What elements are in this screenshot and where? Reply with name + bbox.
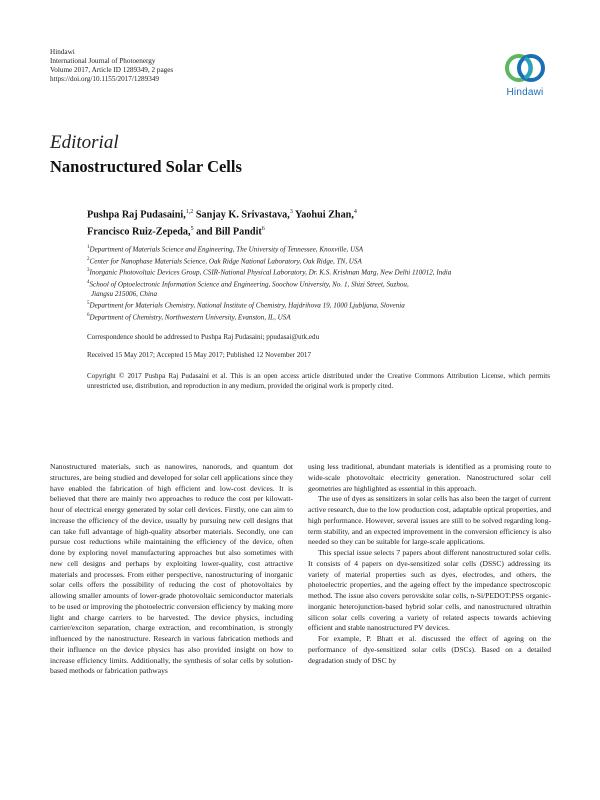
author-list — [87, 205, 557, 240]
doi-link[interactable]: https://doi.org/10.1155/2017/1289349 — [50, 75, 160, 83]
author-name: Francisco Ruiz-Zepeda, — [87, 226, 191, 238]
body-paragraph: The use of dyes as sensitizers in solar cells has also been the target of current active research, due to the low production cost, adaptable optical properties, and high performance. However, several issues are still to be solved regarding long-term stability, and an expected improvement in the conversion efficiency is also needed so they can be suitable for large-scale applications. — [308, 494, 551, 547]
affiliation-list — [87, 243, 557, 323]
section-label: Editorial — [50, 132, 119, 153]
correspondence-note: Correspondence should be addressed to Pushpa Raj Pudasaini; ppudasai@utk.edu — [87, 333, 320, 341]
logo-wordmark: Hindawi — [506, 87, 544, 98]
body-paragraph: For example, P. Bhatt et al. discussed the effect of ageing on the performance of dye-sensitized solar cells (DSCs). Based on a detailed degradation study of DSC by — [308, 634, 551, 665]
affiliation: $^3$Inorganic Photovoltaic Devices Group, CSIR-National Physical Laboratory, Dr. K.S. Krishnan Marg, New Delhi 110012, India — [87, 268, 452, 277]
affiliation: $^5$Department for Materials Chemistry, National Institute of Chemistry, Hajdrihova 19, 1000 Ljubljana, Slovenia — [87, 301, 405, 310]
affiliation: $^6$Department of Chemistry, Northwestern University, Evanston, IL, USA — [87, 313, 291, 322]
publisher-name: Hindawi — [50, 48, 75, 56]
author-affil-sup: 4 — [353, 209, 357, 215]
author-name: Sanjay K. Srivastava, — [195, 209, 290, 221]
body-paragraph: This special issue selects 7 papers about different nanostructured solar cells. It consists of 4 papers on dye-sensitized solar cells (DSSC) addressing its variety of material properties such as dyes, electrodes, and others, the photoelectric properties, and the ageing effect by the impedance spectroscopic method. The issue also covers perovskite solar cells, n-Si/PEDOT:PSS organic-inorganic heterojunction-based hybrid solar cells, and nanostructured ultrathin silicon solar cells covering a variety of related aspects towards achieving efficient and stable nanostructured PV devices. — [308, 548, 551, 633]
author-name: and Bill Pandit — [196, 226, 262, 238]
affiliation: $^1$Department of Materials Science and Engineering, The University of Tennessee, Knoxville, USA — [87, 245, 364, 254]
author-name: Pushpa Raj Pudasaini, — [87, 209, 186, 221]
body-paragraph: Nanostructured materials, such as nanowires, nanorods, and quantum dot structures, are being studied and developed for solar cell applications since they have enabled the fabrication of high efficient and low-cost devices. It is believed that there are mainly two approaches to reduce the cost per kilowatt-hour of electrical energy generated by solar cell devices. Firstly, one can aim to increase the efficiency of the device, usually by pursuing new cell designs that can take full advantage of high-quality absorber materials. Secondly, one can pursue cost reductions while maintaining the efficiency of the device, often done by exploring novel manufacturing approaches but also sometimes with new cell designs and perhaps by exploiting lower-quality, cost attractive materials and processes. From either perspective, nanostructuring of inorganic solar cells offers the possibility of reducing the cost of photovoltaics by allowing smaller amounts of lower-grade photovoltaic semiconductor materials to be used or improving the photoelectric conversion efficiency by making more light and charge carriers to be harvested. The device physics, including carrier/exciton separation, charge extraction, and recombination, is strongly influenced by the nanostructure. Research in various fabrication methods and their influence on the device physics has also provided insight on how to increase efficiency limits. Additionally, the synthesis of solar cells by solution-based methods or fabrication pathways — [50, 462, 293, 676]
journal-meta — [50, 48, 173, 84]
author-affil-sup: 1,2 — [185, 209, 194, 215]
hindawi-logo — [500, 48, 550, 98]
hindawi-logo-icon — [503, 48, 547, 88]
affiliation-continuation: Jiangsu 215006, China — [91, 290, 158, 299]
author-name: Yaohui Zhan, — [294, 209, 354, 221]
affiliation: $^2$Center for Nanophase Materials Science, Oak Ridge National Laboratory, Oak Ridge, TN, USA — [87, 256, 362, 265]
copyright-notice: Copyright © 2017 Pushpa Raj Pudasaini et al. This is an open access article distributed under the Creative Commons Attribution License, which permits unrestricted use, distribution, and reproduction in any medium, provided the original work is properly cited. — [87, 372, 550, 391]
body-column-left — [50, 462, 293, 677]
body-paragraph: using less traditional, abundant materials is identified as a promising route to wide-scale photovoltaic electricity generation. Nanostructured solar cell geometries are highlighted as essential in this approach. — [308, 462, 551, 493]
author-affil-sup: 5 — [190, 226, 194, 233]
author-affil-sup: 3 — [289, 209, 293, 215]
article-title: Nanostructured Solar Cells — [50, 157, 242, 176]
publication-dates: Received 15 May 2017; Accepted 15 May 2017; Published 12 November 2017 — [87, 351, 312, 359]
journal-name: International Journal of Photoenergy — [50, 57, 156, 65]
affiliation: $^4$School of Optoelectronic Information Science and Engineering, Soochow University, No. 1, Shizi Street, Suzhou, — [87, 279, 409, 289]
body-column-right — [308, 462, 551, 666]
volume-info: Volume 2017, Article ID 1289349, 2 pages — [50, 66, 174, 74]
author-affil-sup: 6 — [261, 226, 265, 233]
